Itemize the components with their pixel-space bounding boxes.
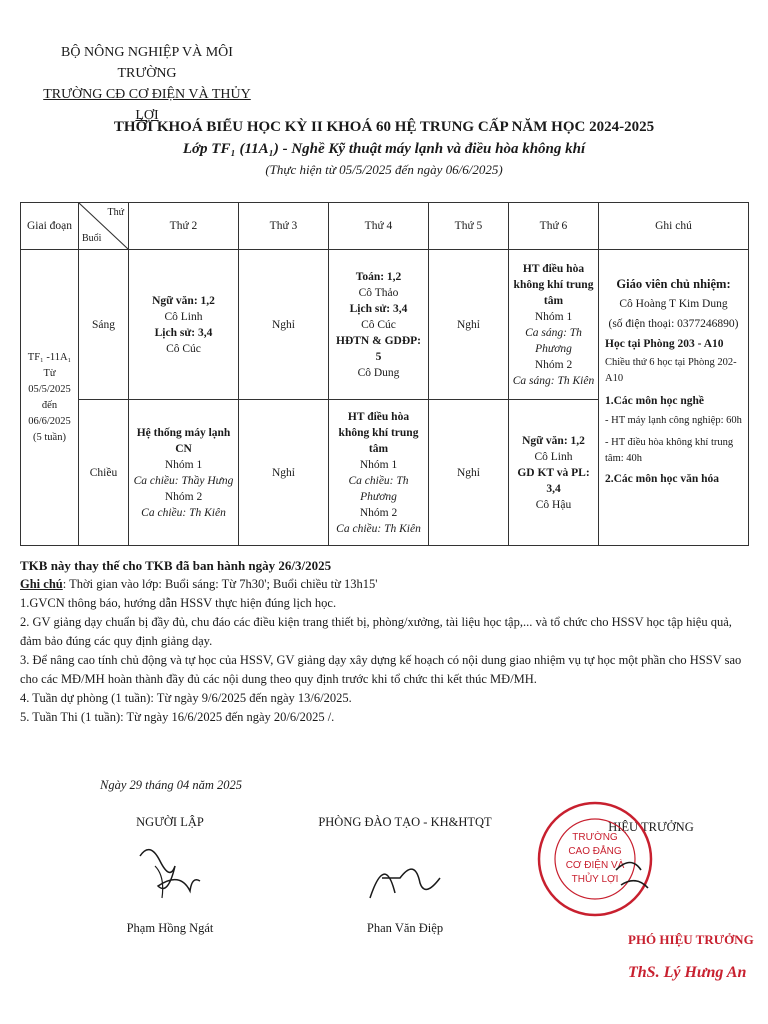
cell-chieu-thu3: Nghỉ — [239, 400, 329, 546]
ministry-name: BỘ NÔNG NGHIỆP VÀ MÔI TRƯỜNG — [61, 45, 233, 81]
cell-sang-thu6 — [509, 250, 599, 400]
cell-giai-doan — [21, 250, 79, 546]
header-giai-doan: Giai đoạn — [21, 203, 79, 250]
gvcn-phone: (số điện thoại: 0377246890) — [608, 318, 739, 330]
group: Nhóm 2 — [164, 490, 203, 503]
subject: Toán: 1,2 — [355, 270, 402, 283]
cell-sang-thu4 — [329, 250, 429, 400]
table-row-sang — [21, 250, 749, 400]
teacher: Cô Dung — [357, 366, 400, 379]
timetable — [20, 202, 749, 546]
stamp-line-4: THỦY LỢI — [571, 874, 619, 885]
role-pho-hieu-truong: PHÓ HIỆU TRƯỞNG — [628, 932, 754, 947]
group: Nhóm 2 — [534, 358, 573, 371]
subject: GD KT và PL: 3,4 — [517, 466, 590, 495]
subject: HT điều hòa không khí trung tâm — [338, 410, 419, 455]
giai-doan-weeks: (5 tuần) — [33, 431, 66, 443]
ghi-chu-label: Ghi chú — [20, 577, 63, 591]
gvcn-label: Giáo viên chủ nhiệm: — [616, 277, 731, 291]
section-nghe: 1.Các môn học nghề — [605, 395, 705, 407]
subject: Lịch sử: 3,4 — [349, 302, 408, 315]
teacher: Cô Hậu — [535, 498, 572, 511]
room-friday: Chiều thứ 6 học tại Phòng 202-A10 — [605, 357, 737, 384]
shift-teacher: Ca chiều: Thầy Hưng — [133, 474, 234, 487]
subject: Hệ thống máy lạnh CN — [136, 426, 231, 455]
teacher: Cô Cúc — [166, 342, 201, 355]
org-header — [32, 42, 262, 126]
group: Nhóm 2 — [359, 506, 398, 519]
signature-mark — [360, 848, 450, 908]
subject: Lịch sử: 3,4 — [154, 326, 213, 339]
teacher: Cô Linh — [534, 450, 573, 463]
teacher: Cô Linh — [164, 310, 203, 323]
sign-date: Ngày 29 tháng 04 năm 2025 — [100, 778, 243, 792]
stamp-line-3: CƠ ĐIỆN VÀ — [565, 860, 625, 871]
cell-chieu-thu6 — [509, 400, 599, 546]
cell-chieu-thu2 — [129, 400, 239, 546]
table-header-row — [21, 203, 749, 250]
giai-doan-class: TF₁ -11A₁ — [27, 351, 72, 363]
note-4: 4. Tuần dự phòng (1 tuần): Từ ngày 9/6/2025 đến ngày 13/6/2025. — [20, 691, 352, 705]
stamp-line-2: CAO ĐẲNG — [568, 846, 622, 857]
group: Nhóm 1 — [359, 458, 398, 471]
role-hieu-truong: HIỆU TRƯỞNG — [608, 820, 694, 834]
note-1: 1.GVCN thông báo, hướng dẫn HSSV thực hiện đúng lịch học. — [20, 596, 337, 610]
shift-teacher: Ca chiều: Th Kiên — [336, 522, 421, 535]
subject: HT điều hòa không khí trung tâm — [513, 262, 594, 307]
title-line-3: (Thực hiện từ 05/5/2025 đến ngày 06/6/2025) — [265, 162, 503, 177]
role-nguoi-lap: NGƯỜI LẬP — [136, 815, 204, 829]
notes-section — [20, 556, 750, 727]
header-ghi-chu: Ghi chú — [599, 203, 749, 250]
item-ht-dieu-hoa: - HT điều hòa không khí trung tâm: 40h — [605, 437, 734, 464]
header-buoi: Buổi — [82, 233, 102, 244]
shift-teacher: Ca sáng: Th Kiên — [512, 374, 595, 387]
note-2: 2. GV giảng dạy chuẩn bị đầy đủ, chu đáo các điều kiện trang thiết bị, phòng/xưởng, tài liệu học tập,... và tổ chức cho HSSV học tập hiệu quả, đảm bảo đúng các quy định giảng dạy. — [20, 615, 732, 648]
replace-note: TKB này thay thế cho TKB đã ban hành ngày 26/3/2025 — [20, 558, 332, 573]
signature-mark — [130, 836, 210, 906]
title-line-1: THỜI KHOÁ BIỂU HỌC KỲ II KHOÁ 60 HỆ TRUNG CẤP NĂM HỌC 2024-2025 — [113, 119, 655, 135]
school-stamp — [536, 800, 654, 918]
ghi-chu-line — [20, 575, 750, 594]
name-phong: Phan Văn Điệp — [366, 921, 444, 935]
cell-chieu-label: Chiều — [79, 400, 129, 546]
subject: Ngữ văn: 1,2 — [522, 434, 585, 447]
header-thu5: Thứ 5 — [429, 203, 509, 250]
signature-phong-dao-tao — [310, 815, 500, 935]
cell-sang-thu3: Nghỉ — [239, 250, 329, 400]
note-3: 3. Để nâng cao tính chủ động và tự học của HSSV, GV giảng dạy xây dựng kế hoạch có nội dung giao nhiệm vụ tự học một phần cho HSSV sao cho các MĐ/MH hoàn thành đầy đủ các nội dung theo quy định trước khi tổ chức thi kết thúc MĐ/MH. — [20, 653, 742, 686]
name-pho-hieu-truong: ThS. Lý Hưng An — [628, 964, 747, 981]
header-thu4: Thứ 4 — [329, 203, 429, 250]
cell-chieu-thu5: Nghỉ — [429, 400, 509, 546]
cell-sang-label: Sáng — [79, 250, 129, 400]
gvcn-name: Cô Hoàng T Kim Dung — [619, 298, 728, 310]
item-ht-may-lanh: - HT máy lạnh công nghiệp: 60h — [605, 415, 742, 426]
ghi-chu-text: : Thời gian vào lớp: Buổi sáng: Từ 7h30'; Buổi chiều từ 13h15' — [62, 577, 378, 591]
room: Học tại Phòng 203 - A10 — [605, 338, 724, 350]
school-name: TRƯỜNG CĐ CƠ ĐIỆN VÀ THỦY LỢI — [43, 87, 251, 123]
role-phong: PHÒNG ĐÀO TẠO - KH&HTQT — [318, 815, 492, 829]
header-thu-buoi — [79, 203, 129, 250]
giai-doan-to: đến 06/6/2025 — [28, 399, 71, 427]
section-van-hoa: 2.Các môn học văn hóa — [605, 473, 720, 485]
name-nguoi-lap: Phạm Hồng Ngát — [126, 921, 214, 935]
signature-nguoi-lap — [100, 815, 240, 935]
cell-sang-thu5: Nghỉ — [429, 250, 509, 400]
group: Nhóm 1 — [164, 458, 203, 471]
stamp-line-1: TRƯỜNG — [572, 832, 618, 843]
cell-ghi-chu — [599, 250, 749, 546]
header-thu2: Thứ 2 — [129, 203, 239, 250]
subject: HĐTN & GDĐP: 5 — [336, 334, 421, 363]
header-thu3: Thứ 3 — [239, 203, 329, 250]
header-thu6: Thứ 6 — [509, 203, 599, 250]
group: Nhóm 1 — [534, 310, 573, 323]
title-line-2: Lớp TF₁ (11A₁) - Nghề Kỹ thuật máy lạnh và điều hòa không khí — [182, 141, 586, 157]
teacher: Cô Thảo — [358, 286, 399, 299]
subject: Ngữ văn: 1,2 — [152, 294, 215, 307]
note-5: 5. Tuần Thi (1 tuần): Từ ngày 16/6/2025 đến ngày 20/6/2025 /. — [20, 710, 335, 724]
header-thu: Thứ — [107, 207, 124, 218]
giai-doan-from: Từ 05/5/2025 — [28, 367, 71, 395]
shift-teacher: Ca chiều: Th Kiên — [141, 506, 226, 519]
shift-teacher: Ca sáng: Th Phương — [525, 326, 582, 355]
shift-teacher: Ca chiều: Th Phương — [348, 474, 409, 503]
document-title — [0, 116, 768, 180]
teacher: Cô Cúc — [361, 318, 396, 331]
cell-sang-thu2 — [129, 250, 239, 400]
cell-chieu-thu4 — [329, 400, 429, 546]
